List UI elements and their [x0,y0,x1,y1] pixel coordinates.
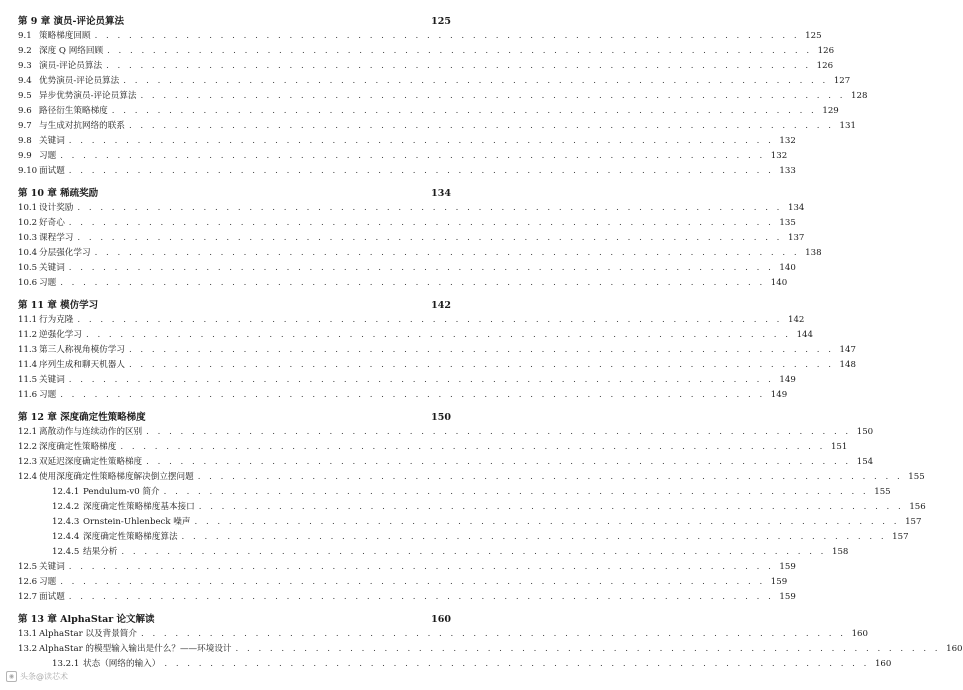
toc-section-entry[interactable] [18,388,788,403]
section-page-number: 149 [779,375,796,385]
section-title: 离散动作与连续动作的区别 [39,427,143,437]
chapter-heading[interactable] [18,13,451,29]
section-title: 关键词 [39,136,65,146]
section-title: 习题 [39,577,57,587]
section-page-number: 159 [770,577,788,587]
dot-leader: . . . . . . . . . . . . . . . . . . . . . . . . . . . . . . . . . . . . . . . . . . . . . . . . . . . . . . . . . . . . . . [60,577,766,587]
section-number: 11.1 [18,315,38,325]
section-page-number: 160 [946,644,963,654]
dot-leader: . . . . . . . . . . . . . . . . . . . . . . . . . . . . . . . . . . . . . . . . . . . . . . . . . . . . . . . . . . . . . . [106,61,812,71]
section-title: 优势演员-评论员算法 [39,76,120,86]
section-page-number: 142 [787,315,805,325]
section-title: 分层强化学习 [39,248,91,258]
section-page-number: 135 [779,218,796,228]
section-page-number: 140 [779,263,796,273]
section-page-number: 147 [839,345,856,355]
section-title: 状态（网络的输入） [83,659,161,669]
dot-leader: . . . . . . . . . . . . . . . . . . . . . . . . . . . . . . . . . . . . . . . . . . . . . . . . . . . . . . . . . . . . . . [121,547,827,557]
toc-section-entry[interactable] [18,44,835,59]
section-number: 12.5 [18,562,38,572]
section-title: 与生成对抗网络的联系 [39,121,125,131]
section-page-number: 155 [874,487,891,497]
dot-leader: . . . . . . . . . . . . . . . . . . . . . . . . . . . . . . . . . . . . . . . . . . . . . . . . . . . . . . . . . . . . . . [94,248,800,258]
toc-section-entry[interactable] [18,246,822,261]
section-title: 关键词 [39,263,65,273]
section-title: 习题 [39,390,57,400]
section-page-number: 125 [805,31,822,41]
toc-section-entry[interactable] [18,642,963,657]
chapter-page-number: 160 [431,614,451,625]
section-number: 9.7 [18,121,32,131]
section-number: 12.7 [18,592,38,602]
section-page-number: 126 [816,61,834,71]
section-page-number: 149 [770,390,788,400]
toc-section-entry[interactable] [18,149,788,164]
section-title: Pendulum-v0 简介 [83,487,160,497]
section-number: 10.4 [18,248,38,258]
toc-section-entry[interactable] [18,276,788,291]
section-page-number: 138 [805,248,822,258]
section-number: 9.9 [18,151,32,161]
section-page-number: 140 [770,278,788,288]
section-number: 11.4 [18,360,38,370]
section-page-number: 144 [796,330,813,340]
section-number: 10.1 [18,203,38,213]
dot-leader: . . . . . . . . . . . . . . . . . . . . . . . . . . . . . . . . . . . . . . . . . . . . . . . . . . . . . . . . . . . . . . [235,644,941,654]
toc-subsection-entry[interactable] [18,545,849,560]
section-title: 面试题 [39,166,65,176]
toc-section-entry[interactable] [18,575,788,590]
dot-leader: . . . . . . . . . . . . . . . . . . . . . . . . . . . . . . . . . . . . . . . . . . . . . . . . . . . . . . . . . . . . . . [194,517,900,527]
section-page-number: 126 [817,46,835,56]
dot-leader: . . . . . . . . . . . . . . . . . . . . . . . . . . . . . . . . . . . . . . . . . . . . . . . . . . . . . . . . . . . . . . [146,457,852,467]
toc-section-entry[interactable] [18,59,834,74]
section-number: 10.6 [18,278,38,288]
section-number: 12.4.5 [52,547,80,557]
section-number: 12.6 [18,577,38,587]
section-page-number: 157 [905,517,922,527]
section-number: 9.1 [18,31,32,41]
section-page-number: 129 [822,106,839,116]
section-number: 12.4.3 [52,517,80,527]
section-page-number: 132 [770,151,788,161]
dot-leader: . . . . . . . . . . . . . . . . . . . . . . . . . . . . . . . . . . . . . . . . . . . . . . . . . . . . . . . . . . . . . . [68,562,774,572]
dot-leader: . . . . . . . . . . . . . . . . . . . . . . . . . . . . . . . . . . . . . . . . . . . . . . . . . . . . . . . . . . . . . . [77,203,783,213]
chapter-title: 第 12 章 深度确定性策略梯度 [18,412,146,423]
section-page-number: 159 [779,562,796,572]
section-page-number: 151 [830,442,848,452]
dot-leader: . . . . . . . . . . . . . . . . . . . . . . . . . . . . . . . . . . . . . . . . . . . . . . . . . . . . . . . . . . . . . . [68,592,774,602]
section-title: 好奇心 [39,218,65,228]
toc-subsection-entry[interactable] [18,500,926,515]
toc-section-entry[interactable] [18,328,813,343]
toc-section-entry[interactable] [18,358,856,373]
section-number: 12.3 [18,457,38,467]
dot-leader: . . . . . . . . . . . . . . . . . . . . . . . . . . . . . . . . . . . . . . . . . . . . . . . . . . . . . . . . . . . . . . [94,31,800,41]
section-page-number: 160 [851,629,868,639]
section-number: 11.6 [18,390,38,400]
toc-section-entry[interactable] [18,343,856,358]
toc-section-entry[interactable] [18,470,925,485]
section-title: 关键词 [39,562,65,572]
section-title: 设计奖励 [39,203,74,213]
section-page-number: 156 [909,502,926,512]
chapter-title: 第 13 章 AlphaStar 论文解读 [18,614,155,625]
toc-section-entry[interactable] [18,89,868,104]
section-title: 路径衍生策略梯度 [39,106,108,116]
camera-icon: ◉ [6,671,17,682]
toc-subsection-entry[interactable] [18,515,922,530]
section-number: 10.2 [18,218,38,228]
section-page-number: 155 [908,472,925,482]
section-title: 深度确定性策略梯度基本接口 [83,502,195,512]
chapter-heading[interactable] [18,297,451,313]
section-number: 12.4 [18,472,38,482]
section-number: 10.3 [18,233,38,243]
section-page-number: 137 [787,233,805,243]
section-page-number: 127 [833,76,851,86]
chapter-page-number: 125 [431,16,451,27]
toc-section-entry[interactable] [18,455,874,470]
dot-leader: . . . . . . . . . . . . . . . . . . . . . . . . . . . . . . . . . . . . . . . . . . . . . . . . . . . . . . . . . . . . . . [123,76,829,86]
section-number: 11.2 [18,330,38,340]
section-number: 12.2 [18,442,38,452]
toc-section-entry[interactable] [18,216,796,231]
section-title: 序列生成和聊天机器人 [39,360,125,370]
section-title: 深度确定性策略梯度算法 [83,532,178,542]
section-page-number: 150 [856,427,874,437]
dot-leader: . . . . . . . . . . . . . . . . . . . . . . . . . . . . . . . . . . . . . . . . . . . . . . . . . . . . . . . . . . . . . . [85,330,791,340]
section-title: 双延迟深度确定性策略梯度 [39,457,143,467]
section-title: 行为克隆 [39,315,74,325]
chapter-heading[interactable] [18,185,451,201]
dot-leader: . . . . . . . . . . . . . . . . . . . . . . . . . . . . . . . . . . . . . . . . . . . . . . . . . . . . . . . . . . . . . . [163,487,869,497]
section-title: AlphaStar 的模型输入输出是什么？——环境设计 [39,644,232,654]
chapter-page-number: 142 [431,300,451,311]
chapter-page-number: 150 [431,412,451,423]
toc-section-entry[interactable] [18,373,796,388]
section-number: 9.8 [18,136,32,146]
chapter-title: 第 10 章 稀疏奖励 [18,188,99,199]
dot-leader: . . . . . . . . . . . . . . . . . . . . . . . . . . . . . . . . . . . . . . . . . . . . . . . . . . . . . . . . . . . . . . [68,166,774,176]
toc-subsection-entry[interactable] [18,657,892,672]
dot-leader: . . . . . . . . . . . . . . . . . . . . . . . . . . . . . . . . . . . . . . . . . . . . . . . . . . . . . . . . . . . . . . [77,315,783,325]
dot-leader: . . . . . . . . . . . . . . . . . . . . . . . . . . . . . . . . . . . . . . . . . . . . . . . . . . . . . . . . . . . . . . [111,106,817,116]
section-number: 12.1 [18,427,38,437]
chapter-title: 第 9 章 演员-评论员算法 [18,16,124,27]
chapter-title: 第 11 章 模仿学习 [18,300,99,311]
toc-section-entry[interactable] [18,261,796,276]
toc-section-entry[interactable] [18,231,805,246]
toc-section-entry[interactable] [18,313,805,328]
toc-section-entry[interactable] [18,104,839,119]
section-title: 逆强化学习 [39,330,82,340]
section-number: 10.5 [18,263,38,273]
section-title: 使用深度确定性策略梯度解决倒立摆问题 [39,472,194,482]
section-title: 结果分析 [83,547,118,557]
section-number: 12.4.4 [52,532,80,542]
table-of-contents [18,13,963,672]
dot-leader: . . . . . . . . . . . . . . . . . . . . . . . . . . . . . . . . . . . . . . . . . . . . . . . . . . . . . . . . . . . . . . [68,218,774,228]
section-page-number: 157 [892,532,909,542]
toc-section-entry[interactable] [18,425,874,440]
dot-leader: . . . . . . . . . . . . . . . . . . . . . . . . . . . . . . . . . . . . . . . . . . . . . . . . . . . . . . . . . . . . . . [77,233,783,243]
section-number: 11.3 [18,345,38,355]
section-title: 异步优势演员-评论员算法 [39,91,137,101]
section-page-number: 132 [779,136,796,146]
dot-leader: . . . . . . . . . . . . . . . . . . . . . . . . . . . . . . . . . . . . . . . . . . . . . . . . . . . . . . . . . . . . . . [146,427,852,437]
section-title: 策略梯度回顾 [39,31,91,41]
dot-leader: . . . . . . . . . . . . . . . . . . . . . . . . . . . . . . . . . . . . . . . . . . . . . . . . . . . . . . . . . . . . . . [60,390,766,400]
toc-section-entry[interactable] [18,560,796,575]
dot-leader: . . . . . . . . . . . . . . . . . . . . . . . . . . . . . . . . . . . . . . . . . . . . . . . . . . . . . . . . . . . . . . [120,442,826,452]
section-page-number: 131 [839,121,856,131]
dot-leader: . . . . . . . . . . . . . . . . . . . . . . . . . . . . . . . . . . . . . . . . . . . . . . . . . . . . . . . . . . . . . . [164,659,870,669]
section-title: 面试题 [39,592,65,602]
toc-section-entry[interactable] [18,201,805,216]
chapter-heading[interactable] [18,611,451,627]
dot-leader: . . . . . . . . . . . . . . . . . . . . . . . . . . . . . . . . . . . . . . . . . . . . . . . . . . . . . . . . . . . . . . [60,278,766,288]
toc-subsection-entry[interactable] [18,485,891,500]
section-number: 12.4.1 [52,487,80,497]
section-page-number: 148 [839,360,856,370]
section-number: 9.4 [18,76,32,86]
toc-section-entry[interactable] [18,29,822,44]
section-number: 9.6 [18,106,32,116]
section-title: AlphaStar 以及背景简介 [39,629,137,639]
toc-section-entry[interactable] [18,627,868,642]
dot-leader: . . . . . . . . . . . . . . . . . . . . . . . . . . . . . . . . . . . . . . . . . . . . . . . . . . . . . . . . . . . . . . [140,91,846,101]
section-title: 关键词 [39,375,65,385]
section-number: 9.5 [18,91,32,101]
section-page-number: 159 [779,592,796,602]
section-page-number: 134 [787,203,805,213]
toc-section-entry[interactable] [18,164,796,179]
section-title: 演员-评论员算法 [39,61,103,71]
section-page-number: 133 [779,166,796,176]
toc-subsection-entry[interactable] [18,530,909,545]
dot-leader: . . . . . . . . . . . . . . . . . . . . . . . . . . . . . . . . . . . . . . . . . . . . . . . . . . . . . . . . . . . . . . [140,629,846,639]
section-title: Ornstein-Uhlenbeck 噪声 [83,517,191,527]
chapter-heading[interactable] [18,409,451,425]
dot-leader: . . . . . . . . . . . . . . . . . . . . . . . . . . . . . . . . . . . . . . . . . . . . . . . . . . . . . . . . . . . . . . [128,121,834,131]
section-number: 12.4.2 [52,502,80,512]
section-title: 第三人称视角模仿学习 [39,345,125,355]
dot-leader: . . . . . . . . . . . . . . . . . . . . . . . . . . . . . . . . . . . . . . . . . . . . . . . . . . . . . . . . . . . . . . [128,345,834,355]
section-title: 深度 Q 网络回顾 [39,46,104,56]
dot-leader: . . . . . . . . . . . . . . . . . . . . . . . . . . . . . . . . . . . . . . . . . . . . . . . . . . . . . . . . . . . . . . [197,472,903,482]
dot-leader: . . . . . . . . . . . . . . . . . . . . . . . . . . . . . . . . . . . . . . . . . . . . . . . . . . . . . . . . . . . . . . [107,46,813,56]
section-title: 课程学习 [39,233,74,243]
section-page-number: 154 [856,457,874,467]
dot-leader: . . . . . . . . . . . . . . . . . . . . . . . . . . . . . . . . . . . . . . . . . . . . . . . . . . . . . . . . . . . . . . [128,360,834,370]
section-page-number: 128 [851,91,868,101]
section-page-number: 160 [874,659,892,669]
dot-leader: . . . . . . . . . . . . . . . . . . . . . . . . . . . . . . . . . . . . . . . . . . . . . . . . . . . . . . . . . . . . . . [198,502,904,512]
toc-section-entry[interactable] [18,440,848,455]
dot-leader: . . . . . . . . . . . . . . . . . . . . . . . . . . . . . . . . . . . . . . . . . . . . . . . . . . . . . . . . . . . . . . [68,375,774,385]
toc-section-entry[interactable] [18,134,796,149]
section-title: 习题 [39,151,57,161]
watermark-text: 头条@读芯术 [20,672,68,681]
section-number: 9.3 [18,61,32,71]
section-number: 9.2 [18,46,32,56]
chapter-page-number: 134 [431,188,451,199]
dot-leader: . . . . . . . . . . . . . . . . . . . . . . . . . . . . . . . . . . . . . . . . . . . . . . . . . . . . . . . . . . . . . . [68,263,774,273]
section-number: 9.10 [18,166,38,176]
section-page-number: 158 [831,547,849,557]
dot-leader: . . . . . . . . . . . . . . . . . . . . . . . . . . . . . . . . . . . . . . . . . . . . . . . . . . . . . . . . . . . . . . [60,151,766,161]
section-number: 13.1 [18,629,38,639]
watermark [6,671,68,682]
section-number: 13.2 [18,644,38,654]
section-title: 深度确定性策略梯度 [39,442,117,452]
dot-leader: . . . . . . . . . . . . . . . . . . . . . . . . . . . . . . . . . . . . . . . . . . . . . . . . . . . . . . . . . . . . . . [68,136,774,146]
toc-section-entry[interactable] [18,119,856,134]
section-number: 11.5 [18,375,38,385]
section-title: 习题 [39,278,57,288]
dot-leader: . . . . . . . . . . . . . . . . . . . . . . . . . . . . . . . . . . . . . . . . . . . . . . . . . . . . . . . . . . . . . . [181,532,887,542]
toc-section-entry[interactable] [18,74,851,89]
section-number: 13.2.1 [52,659,80,669]
toc-section-entry[interactable] [18,590,796,605]
